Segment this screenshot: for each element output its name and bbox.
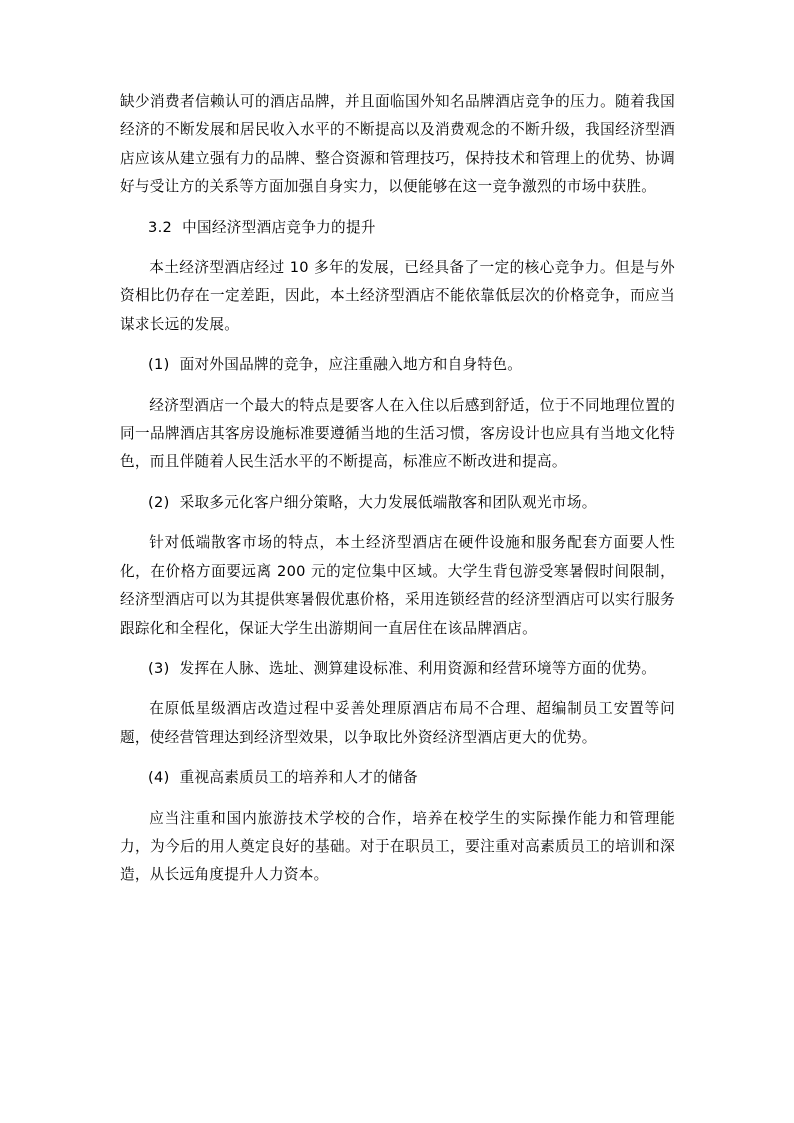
section-heading: [120, 214, 675, 242]
list-item-number: (3): [148, 659, 170, 677]
list-item-heading: [120, 489, 675, 517]
list-item-title: 面对外国品牌的竞争，应注重融入地方和自身特色。: [179, 356, 523, 374]
paragraph-body: 针对低端散客市场的特点，本土经济型酒店在硬件设施和服务配套方面要人性化，在价格方面要远离 200 元的定位集中区域。大学生背包游受寒暑假时间限制，经济型酒店可以为其提供寒暑假优惠价格，采用连锁经营的经济型酒店可以实行服务跟踪化和全程化，保证大学生出游期间一直居住在该品牌酒店。: [120, 534, 675, 637]
list-item-number: (4): [148, 769, 170, 787]
list-item-number: (1): [148, 356, 170, 374]
paragraph-body: 本土经济型酒店经过 10 多年的发展，已经具备了一定的核心竞争力。但是与外资相比仍存在一定差距，因此，本土经济型酒店不能依靠低层次的价格竞争，而应当谋求长远的发展。: [120, 259, 675, 333]
list-item-title: 采取多元化客户细分策略，大力发展低端散客和团队观光市场。: [179, 493, 597, 511]
section-number: 3.2: [148, 218, 173, 236]
paragraph-body: 在原低星级酒店改造过程中妥善处理原酒店布局不合理、超编制员工安置等问题，使经营管理达到经济型效果，以争取比外资经济型酒店更大的优势。: [120, 700, 675, 746]
paragraph-intro: 缺少消费者信赖认可的酒店品牌，并且面临国外知名品牌酒店竞争的压力。随着我国经济的不断发展和居民收入水平的不断提高以及消费观念的不断升级，我国经济型酒店应该从建立强有力的品牌、整合资源和管理技巧，保持技术和管理上的优势、协调好与受让方的关系等方面加强自身实力，以便能够在这一竞争激烈的市场中获胜。: [120, 93, 675, 196]
document-page: [120, 88, 675, 902]
list-item-title: 重视高素质员工的培养和人才的储备: [179, 769, 418, 787]
list-item-heading: [120, 655, 675, 683]
paragraph-body: 应当注重和国内旅游技术学校的合作，培养在校学生的实际操作能力和管理能力，为今后的用人奠定良好的基础。对于在职员工，要注重对高素质员工的培训和深造，从长远角度提升人力资本。: [120, 809, 675, 884]
paragraph-body: 经济型酒店一个最大的特点是要客人在入住以后感到舒适，位于不同地理位置的同一品牌酒店其客房设施标准要遵循当地的生活习惯，客房设计也应具有当地文化特色，而且伴随着人民生活水平的不断提高，标准应不断改进和提高。: [120, 396, 675, 471]
list-item-heading: [120, 764, 675, 792]
list-item-number: (2): [148, 493, 170, 511]
section-title: 中国经济型酒店竞争力的提升: [182, 218, 376, 236]
list-item-heading: [120, 351, 675, 379]
list-item-title: 发挥在人脉、选址、测算建设标准、利用资源和经营环境等方面的优势。: [179, 659, 657, 677]
